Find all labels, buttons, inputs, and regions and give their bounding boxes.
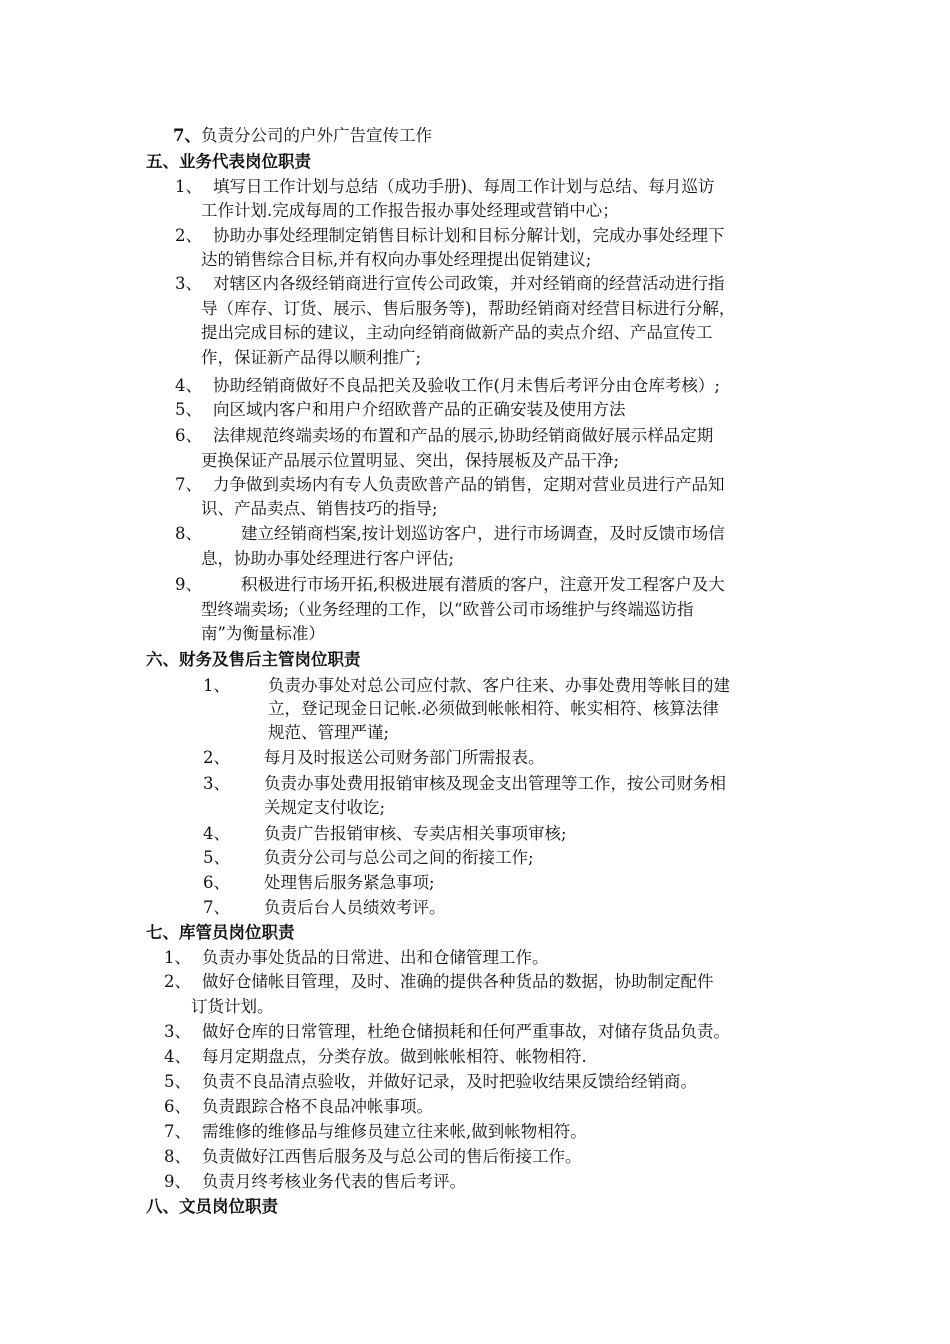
s6-item-4-line-1: 负责广告报销审核、专卖店相关事项审核; [264, 824, 567, 843]
s5-item-4-line-1: 协助经销商做好不良品把关及验收工作(月未售后考评分由仓库考核）; [213, 376, 720, 395]
item-number: 7、 [173, 126, 201, 145]
s7-item-number: 5、 [164, 1072, 191, 1091]
s7-item-1-line-1: 负责办事处货品的日常进、出和仓储管理工作。 [202, 948, 549, 967]
s5-item-number: 9、 [175, 575, 202, 594]
s6-item-1-line-1: 负责办事处对总公司应付款、客户往来、办事处费用等帐目的建 [268, 676, 730, 695]
s7-item-number: 8、 [164, 1147, 191, 1166]
s6-item-6-line-1: 处理售后服务紧急事项; [264, 873, 435, 892]
s7-item-number: 7、 [164, 1122, 191, 1141]
s5-item-8-line-2: 息，协助办事处经理进行客户评估; [201, 549, 455, 568]
s5-item-7-line-2: 识、产品卖点、销售技巧的指导; [201, 499, 438, 518]
section-6-heading: 六、财务及售后主管岗位职责 [146, 650, 361, 669]
s5-item-9-line-2: 型终端卖场;（业务经理的工作，以“欧普公司市场维护与终端巡访指 [201, 600, 694, 619]
s6-item-number: 7、 [203, 898, 230, 917]
s5-item-8-line-1: 建立经销商档案,按计划巡访客户，进行市场调查，及时反馈市场信 [241, 524, 725, 543]
s7-item-8-line-1: 负责做好江西售后服务及与总公司的售后衔接工作。 [202, 1147, 582, 1166]
s7-item-3-line-1: 做好仓库的日常管理，杜绝仓储损耗和任何严重事故，对储存货品负责。 [202, 1022, 730, 1041]
s5-item-1-line-1: 填写日工作计划与总结（成功手册)、每周工作计划与总结、每月巡访 [213, 177, 715, 196]
s6-item-7-line-1: 负责后台人员绩效考评。 [264, 898, 446, 917]
s5-item-number: 1、 [175, 177, 202, 196]
s7-item-5-line-1: 负责不良品清点验收，并做好记录，及时把验收结果反馈给经销商。 [202, 1072, 697, 1091]
section-8-heading: 八、文员岗位职责 [146, 1197, 278, 1216]
s4-item-7 [173, 124, 432, 148]
s5-item-number: 8、 [175, 524, 202, 543]
s7-item-2-line-2: 订货计划。 [191, 997, 274, 1016]
s5-item-2-line-1: 协助办事处经理制定销售目标计划和目标分解计划，完成办事处经理下 [213, 226, 725, 245]
s6-item-1-line-3: 规范、管理严谨; [268, 723, 390, 742]
s6-item-5-line-1: 负责分公司与总公司之间的衔接工作; [264, 848, 534, 867]
s7-item-9-line-1: 负责月终考核业务代表的售后考评。 [202, 1172, 466, 1191]
s7-item-number: 6、 [164, 1097, 191, 1116]
s5-item-number: 6、 [175, 426, 202, 445]
s6-item-number: 2、 [203, 748, 230, 767]
s5-item-number: 2、 [175, 226, 202, 245]
s5-item-9-line-1: 积极进行市场开拓,积极进展有潜质的客户，注意开发工程客户及大 [241, 575, 725, 594]
s7-item-number: 2、 [164, 972, 191, 991]
s7-item-number: 3、 [164, 1022, 191, 1041]
s6-item-2-line-1: 每月及时报送公司财务部门所需报表。 [264, 748, 545, 767]
s5-item-number: 5、 [175, 400, 202, 419]
section-5-heading: 五、业务代表岗位职责 [146, 152, 311, 171]
s5-item-3-line-3: 提出完成目标的建议，主动向经销商做新产品的卖点介绍、产品宣传工 [201, 323, 713, 342]
s5-item-5-line-1: 向区域内客户和用户介绍欧普产品的正确安装及使用方法 [213, 400, 626, 419]
s6-item-3-line-1: 负责办事处费用报销审核及现金支出管理等工作，按公司财务相 [264, 774, 726, 793]
s5-item-3-line-2: 导（库存、订货、展示、售后服务等)，帮助经销商对经营目标进行分解， [201, 299, 736, 318]
section-7-heading: 七、库管员岗位职责 [146, 923, 295, 942]
s5-item-6-line-2: 更换保证产品展示位置明显、突出，保持展板及产品干净; [201, 451, 620, 470]
s7-item-number: 4、 [164, 1047, 191, 1066]
s6-item-3-line-2: 关规定支付收讫; [264, 798, 386, 817]
s7-item-2-line-1: 做好仓储帐目管理，及时、准确的提供各种货品的数据，协助制定配件 [202, 972, 714, 991]
s7-item-4-line-1: 每月定期盘点，分类存放。做到帐帐相符、帐物相符. [202, 1047, 587, 1066]
s5-item-7-line-1: 力争做到卖场内有专人负责欧普产品的销售，定期对营业员进行产品知 [213, 475, 725, 494]
s5-item-number: 7、 [175, 475, 202, 494]
s5-item-9-line-3: 南”为衡量标准） [201, 624, 325, 643]
item-text: 负责分公司的户外广告宣传工作 [200, 126, 432, 145]
s6-item-number: 1、 [203, 676, 230, 695]
s5-item-number: 4、 [175, 376, 202, 395]
s5-item-1-line-2: 工作计划.完成每周的工作报告报办事处经理或营销中心； [201, 201, 619, 220]
s5-item-3-line-4: 作，保证新产品得以顺利推广; [201, 348, 422, 367]
s7-item-7-line-1: 需维修的维修品与维修员建立往来帐,做到帐物相符。 [202, 1122, 587, 1141]
s7-item-6-line-1: 负责跟踪合格不良品冲帐事项。 [202, 1097, 433, 1116]
s6-item-number: 3、 [203, 774, 230, 793]
s6-item-1-line-2: 立，登记现金日记帐.必须做到帐帐相符、帐实相符、核算法律 [268, 699, 719, 718]
s7-item-number: 1、 [164, 948, 191, 967]
s5-item-3-line-1: 对辖区内各级经销商进行宣传公司政策，并对经销商的经营活动进行指 [213, 274, 725, 293]
s5-item-6-line-1: 法律规范终端卖场的布置和产品的展示,协助经销商做好展示样品定期 [213, 426, 714, 445]
s6-item-number: 4、 [203, 824, 230, 843]
s5-item-number: 3、 [175, 274, 202, 293]
s7-item-number: 9、 [164, 1172, 191, 1191]
s6-item-number: 5、 [203, 848, 230, 867]
s5-item-2-line-2: 达的销售综合目标,并有权向办事处经理提出促销建议; [201, 250, 592, 269]
s6-item-number: 6、 [203, 873, 230, 892]
